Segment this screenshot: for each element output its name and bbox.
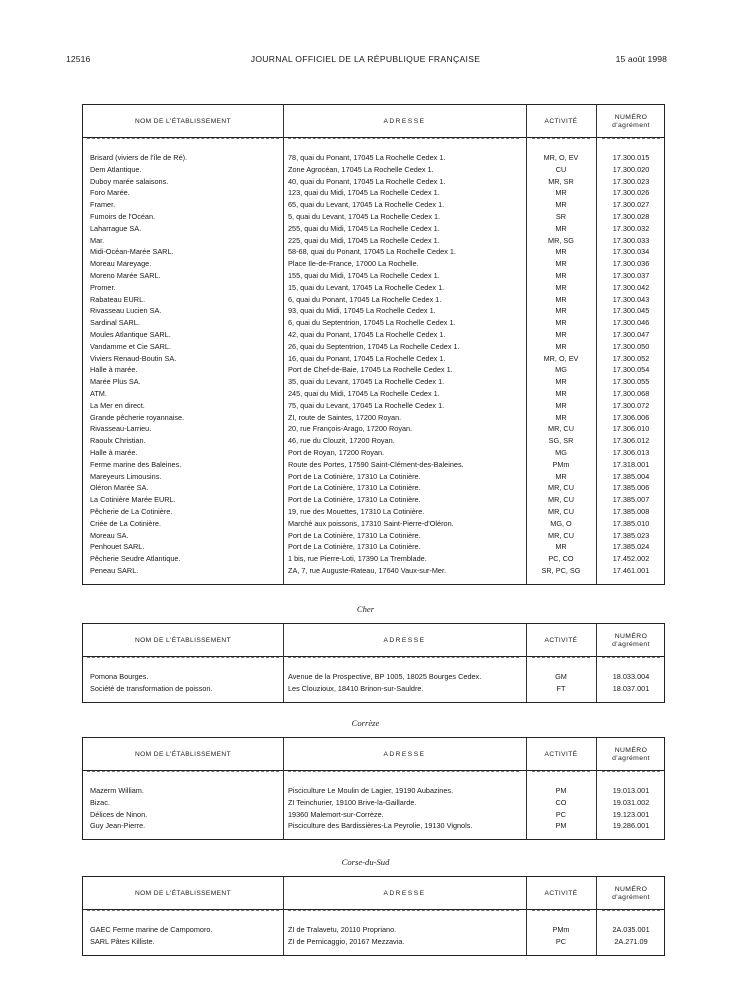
establishment-name: Pomona Bourges. [90,672,149,681]
table-row [83,482,664,494]
approval-number: 17.300.026 [612,188,650,198]
activity-code: MG [555,447,567,457]
activity-code: SR [555,211,567,221]
establishment-address: Pisciculture Le Moulin de Lagier, 19190 Aubazines. [288,786,454,795]
approval-number: 18.033.004 [612,672,650,681]
activity-code: MR [555,412,567,422]
approval-number: 17.300.045 [612,306,650,316]
col-header-activity: ACTIVITÉ [544,890,578,897]
approval-number: 2A.271.09 [614,936,648,946]
establishment-address: 46, rue du Clouzit, 17200 Royan. [288,436,395,446]
establishment-name: Promer. [90,282,116,292]
department-heading: Corse-du-Sud [341,857,390,867]
establishment-name: Ferme marine des Baleines. [90,459,182,469]
establishment-name: Bizac. [90,797,110,807]
table-body [83,657,664,702]
establishment-address: 78, quai du Ponant, 17045 La Rochelle Cedex 1. [288,153,446,162]
col-header-number-line1: NUMÉRO [614,114,648,121]
table-header [83,738,664,771]
activity-code: MR [555,200,567,210]
approval-number: 17.461.001 [612,565,650,575]
approval-number: 17.300.043 [612,294,650,304]
approval-number: 17.306.013 [612,447,650,457]
col-header-activity: ACTIVITÉ [544,637,578,644]
table-row [83,809,664,821]
table-row [83,936,664,948]
activity-code: MR [555,188,567,198]
establishment-name: La Mer en direct. [90,400,145,410]
table-row [83,176,664,188]
table-body [83,771,664,839]
approval-number: 17.300.032 [612,223,650,233]
establishment-address: 6, quai du Septentrion, 17045 La Rochelle Cedex 1. [288,318,456,328]
col-header-address: ADRESSE [383,118,426,125]
col-header-activity: ACTIVITÉ [544,118,578,125]
approval-number: 17.300.033 [612,235,650,245]
activity-code: MR, SR [548,176,574,186]
approval-number: 17.385.008 [612,506,650,516]
approval-number: 17.385.023 [612,530,650,540]
establishment-address: 20, rue François-Arago, 17200 Royan. [288,424,413,434]
approval-number: 17.300.036 [612,259,650,269]
activity-code: MR [555,294,567,304]
table-row [83,223,664,235]
table-row [83,270,664,282]
establishment-name: Mar. [90,235,105,245]
table-row [83,388,664,400]
establishment-name: GAEC Ferme marine de Campomoro. [90,925,213,934]
activity-code: MR [555,270,567,280]
approval-number: 17.300.072 [612,400,650,410]
activity-code: MR [555,329,567,339]
establishment-name: Duboy marée salaisons. [90,176,169,186]
page-number: 12516 [66,54,91,64]
establishment-name: Société de transformation de poisson. [90,683,213,693]
col-header-number [596,624,666,657]
approval-number: 17.300.068 [612,388,650,398]
approval-number: 17.300.055 [612,377,650,387]
table-row [83,820,664,832]
approval-number: 19.031.002 [612,797,650,807]
establishment-address: ZI de Pernicaggio, 20167 Mezzavia. [288,936,405,946]
activity-code: MG, O [550,518,572,528]
approval-number: 17.385.006 [612,483,650,493]
table-row [83,329,664,341]
activity-code: PMm [552,459,570,469]
col-header-address: ADRESSE [383,890,426,897]
table-row [83,258,664,270]
table-row [83,152,664,164]
establishment-table [82,104,665,585]
approval-number: 17.452.002 [612,554,650,564]
col-header-name: NOM DE L'ÉTABLISSEMENT [134,751,232,758]
establishment-address: 5, quai du Levant, 17045 La Rochelle Cedex 1. [288,211,441,221]
establishment-address: 42, quai du Ponant, 17045 La Rochelle Cedex 1. [288,329,446,339]
activity-code: MR [555,223,567,233]
approval-number: 19.123.001 [612,809,650,819]
activity-code: MR [555,471,567,481]
activity-code: MR, CU [548,495,574,505]
establishment-name: Marée Plus SA. [90,377,141,387]
establishment-name: Peneau SARL. [90,565,139,575]
establishment-name: Mareyeurs Limousins. [90,471,162,481]
establishment-address: Zone Agrocéan, 17045 La Rochelle Cedex 1. [288,164,434,174]
table-row [83,541,664,553]
activity-code: CO [555,797,567,807]
table-row [83,553,664,565]
activity-code: SG, SR [548,436,574,446]
approval-number: 17.300.015 [612,153,650,162]
approval-number: 17.300.054 [612,365,650,375]
establishment-address: ZA, 7, rue Auguste-Rateau, 17640 Vaux-sur-Mer. [288,565,447,575]
establishment-name: Grande pêcherie royannaise. [90,412,185,422]
table-row [83,797,664,809]
col-header-number-line1: NUMÉRO [614,886,648,893]
activity-code: MG [555,365,567,375]
journal-title: JOURNAL OFFICIEL DE LA RÉPUBLIQUE FRANÇAISE [250,54,481,64]
establishment-address: 123, quai du Midi, 17045 La Rochelle Cedex 1. [288,188,440,198]
table-header [83,624,664,657]
table-row [83,211,664,223]
establishment-address: 225, quai du Midi, 17045 La Rochelle Cedex 1. [288,235,440,245]
table-row [83,317,664,329]
establishment-address: Port de La Cotinière, 17310 La Cotinière. [288,483,421,493]
table-row [83,282,664,294]
activity-code: PM [555,786,567,795]
establishment-name: Moreau SA. [90,530,129,540]
activity-code: MR [555,259,567,269]
establishment-address: 19360 Malemort-sur-Corrèze. [288,809,384,819]
establishment-address: Route des Portes, 17590 Saint-Clément-des-Baleines. [288,459,464,469]
approval-number: 17.300.037 [612,270,650,280]
establishment-name: Laharrague SA. [90,223,142,233]
approval-number: 19.286.001 [612,821,650,831]
establishment-name: Moreno Marée SARL. [90,270,161,280]
establishment-name: Pêcherie Seudre Atlantique. [90,554,181,564]
approval-number: 17.300.047 [612,329,650,339]
activity-code: MR [555,400,567,410]
establishment-name: Halle à marée. [90,447,138,457]
table-row [83,683,664,695]
col-header-number [596,877,666,910]
department-heading: Cher [356,604,375,614]
establishment-address: Les Clouzioux, 18410 Brinon-sur-Sauldre. [288,683,424,693]
establishment-name: ATM. [90,388,107,398]
establishment-name: Guy Jean-Pierre. [90,821,146,831]
table-row [83,376,664,388]
activity-code: MR, CU [548,424,574,434]
establishment-name: Criée de La Cotinière. [90,518,161,528]
table-row [83,565,664,577]
establishment-address: ZI Teinchurier, 19100 Brive-la-Gaillarde. [288,797,417,807]
establishment-table [82,737,665,840]
establishment-address: ZI de Tralavetu, 20110 Propriano. [288,925,397,934]
table-row [83,364,664,376]
table-row [83,924,664,936]
activity-code: MR, SG [548,235,574,245]
establishment-name: Rivasseau-Larrieu. [90,424,152,434]
table-body [83,138,664,584]
establishment-address: Pisciculture des Bardissières-La Peyrolie, 19130 Vignols. [288,821,473,831]
establishment-table [82,623,665,703]
activity-code: MR [555,341,567,351]
activity-code: MR, CU [548,506,574,516]
establishment-address: Avenue de la Prospective, BP 1005, 18025 Bourges Cedex. [288,672,482,681]
establishment-name: Moreau Mareyage. [90,259,152,269]
table-body [83,910,664,955]
establishment-address: 93, quai du Midi, 17045 La Rochelle Cedex 1. [288,306,436,316]
establishment-address: Port de Chef-de-Baie, 17045 La Rochelle Cedex 1. [288,365,453,375]
establishment-name: Vandamme et Cie SARL. [90,341,171,351]
col-header-activity: ACTIVITÉ [544,751,578,758]
establishment-address: 58-68, quai du Ponant, 17045 La Rochelle Cedex 1. [288,247,456,257]
col-header-number-line1: NUMÉRO [614,747,648,754]
establishment-name: Framer. [90,200,116,210]
col-header-name: NOM DE L'ÉTABLISSEMENT [134,637,232,644]
establishment-name: La Cotinière Marée EURL. [90,495,176,505]
establishment-address: Port de La Cotinière, 17310 La Cotinière. [288,542,421,552]
establishment-table [82,876,665,956]
approval-number: 17.385.010 [612,518,650,528]
establishment-address: 19, rue des Mouettes, 17310 La Cotinière. [288,506,425,516]
establishment-name: SARL Pâtes Killiste. [90,936,155,946]
establishment-address: 16, quai du Ponant, 17045 La Rochelle Cedex 1. [288,353,446,363]
activity-code: MR [555,306,567,316]
activity-code: MR [555,282,567,292]
activity-code: FT [556,683,566,693]
table-row [83,530,664,542]
publication-date: 15 août 1998 [615,54,667,64]
approval-number: 19.013.001 [612,786,650,795]
activity-code: MR, CU [548,483,574,493]
establishment-name: Moules Atlantique SARL. [90,329,171,339]
activity-code: MR [555,542,567,552]
establishment-name: Dem Atlantique. [90,164,142,174]
approval-number: 17.300.023 [612,176,650,186]
table-row [83,785,664,797]
approval-number: 17.385.004 [612,471,650,481]
activity-code: PC [555,809,567,819]
table-row [83,400,664,412]
col-header-name: NOM DE L'ÉTABLISSEMENT [134,118,232,125]
establishment-name: Oléron Marée SA. [90,483,149,493]
table-header [83,877,664,910]
approval-number: 17.385.024 [612,542,650,552]
table-row [83,435,664,447]
establishment-name: Délices de Ninon. [90,809,148,819]
activity-code: MR [555,377,567,387]
establishment-address: ZI, route de Saintes, 17200 Royan. [288,412,402,422]
activity-code: MR [555,247,567,257]
table-row [83,447,664,459]
activity-code: MR, O, EV [543,353,579,363]
approval-number: 17.306.012 [612,436,650,446]
col-header-number [596,738,666,771]
approval-number: 17.306.010 [612,424,650,434]
col-header-number-line2: d'agrément [612,754,650,762]
approval-number: 17.300.050 [612,341,650,351]
activity-code: MR [555,318,567,328]
establishment-address: Place Ile-de-France, 17000 La Rochelle. [288,259,419,269]
table-row [83,294,664,306]
approval-number: 17.300.046 [612,318,650,328]
activity-code: PMm [552,925,570,934]
establishment-address: Port de La Cotinière, 17310 La Cotinière. [288,530,421,540]
establishment-name: Mazerm William. [90,786,144,795]
establishment-address: 255, quai du Midi, 17045 La Rochelle Cedex 1. [288,223,440,233]
approval-number: 17.318.001 [612,459,650,469]
establishment-name: Fumoirs de l'Océan. [90,211,156,221]
establishment-name: Sardinal SARL. [90,318,140,328]
activity-code: GM [555,672,567,681]
establishment-name: Raoulx Christian. [90,436,146,446]
approval-number: 17.385.007 [612,495,650,505]
establishment-address: 155, quai du Midi, 17045 La Rochelle Cedex 1. [288,270,440,280]
col-header-address: ADRESSE [383,751,426,758]
table-row [83,353,664,365]
establishment-name: Midi-Océan-Marée SARL. [90,247,174,257]
approval-number: 17.300.052 [612,353,650,363]
table-row [83,671,664,683]
establishment-address: Port de La Cotinière, 17310 La Cotinière. [288,495,421,505]
department-heading: Corrèze [351,718,380,728]
table-row [83,459,664,471]
establishment-address: 26, quai du Septentrion, 17045 La Rochelle Cedex 1. [288,341,460,351]
approval-number: 17.300.027 [612,200,650,210]
table-row [83,199,664,211]
table-row [83,246,664,258]
table-header [83,105,664,138]
establishment-name: Brisard (viviers de l'île de Ré). [90,153,188,162]
table-row [83,235,664,247]
establishment-address: 15, quai du Levant, 17045 La Rochelle Cedex 1. [288,282,445,292]
approval-number: 18.037.001 [612,683,650,693]
establishment-name: Rabateau EURL. [90,294,146,304]
col-header-number-line2: d'agrément [612,121,650,129]
establishment-address: 6, quai du Ponant, 17045 La Rochelle Cedex 1. [288,294,442,304]
activity-code: SR, PC, SG [541,565,581,575]
table-row [83,518,664,530]
table-row [83,494,664,506]
establishment-name: Halle à marée. [90,365,138,375]
table-row [83,423,664,435]
establishment-address: 35, quai du Levant, 17045 La Rochelle Cedex 1. [288,377,445,387]
table-row [83,187,664,199]
col-header-number-line2: d'agrément [612,640,650,648]
establishment-address: 245, quai du Midi, 17045 La Rochelle Cedex 1. [288,388,440,398]
col-header-number-line1: NUMÉRO [614,633,648,640]
approval-number: 17.300.020 [612,164,650,174]
approval-number: 17.300.028 [612,211,650,221]
approval-number: 17.300.042 [612,282,650,292]
table-row [83,412,664,424]
activity-code: MR, CU [548,530,574,540]
establishment-address: 75, quai du Levant, 17045 La Rochelle Cedex 1. [288,400,445,410]
col-header-number [596,105,666,138]
establishment-name: Viviers Renaud-Boutin SA. [90,353,177,363]
col-header-number-line2: d'agrément [612,893,650,901]
approval-number: 17.300.034 [612,247,650,257]
establishment-address: 40, quai du Ponant, 17045 La Rochelle Cedex 1. [288,176,446,186]
establishment-address: Marché aux poissons, 17310 Saint-Pierre-d'Oléron. [288,518,454,528]
table-row [83,341,664,353]
table-row [83,471,664,483]
approval-number: 2A.035.001 [612,925,650,934]
establishment-name: Foro Marée. [90,188,130,198]
establishment-name: Pêcherie de La Cotinière. [90,506,173,516]
activity-code: PM [555,821,567,831]
activity-code: CU [555,164,567,174]
establishment-address: Port de La Cotinière, 17310 La Cotinière. [288,471,421,481]
establishment-name: Rivasseau Lucien SA. [90,306,162,316]
establishment-address: 65, quai du Levant, 17045 La Rochelle Cedex 1. [288,200,445,210]
activity-code: PC [555,936,567,946]
activity-code: MR [555,388,567,398]
approval-number: 17.306.006 [612,412,650,422]
establishment-address: Port de Royan, 17200 Royan. [288,447,385,457]
activity-code: PC, CO [548,554,574,564]
table-row [83,305,664,317]
establishment-address: 1 bis, rue Pierre-Loti, 17390 La Tremblade. [288,554,427,564]
establishment-name: Penhouet SARL. [90,542,145,552]
col-header-address: ADRESSE [383,637,426,644]
col-header-name: NOM DE L'ÉTABLISSEMENT [134,890,232,897]
activity-code: MR, O, EV [543,153,579,162]
table-row [83,164,664,176]
table-row [83,506,664,518]
